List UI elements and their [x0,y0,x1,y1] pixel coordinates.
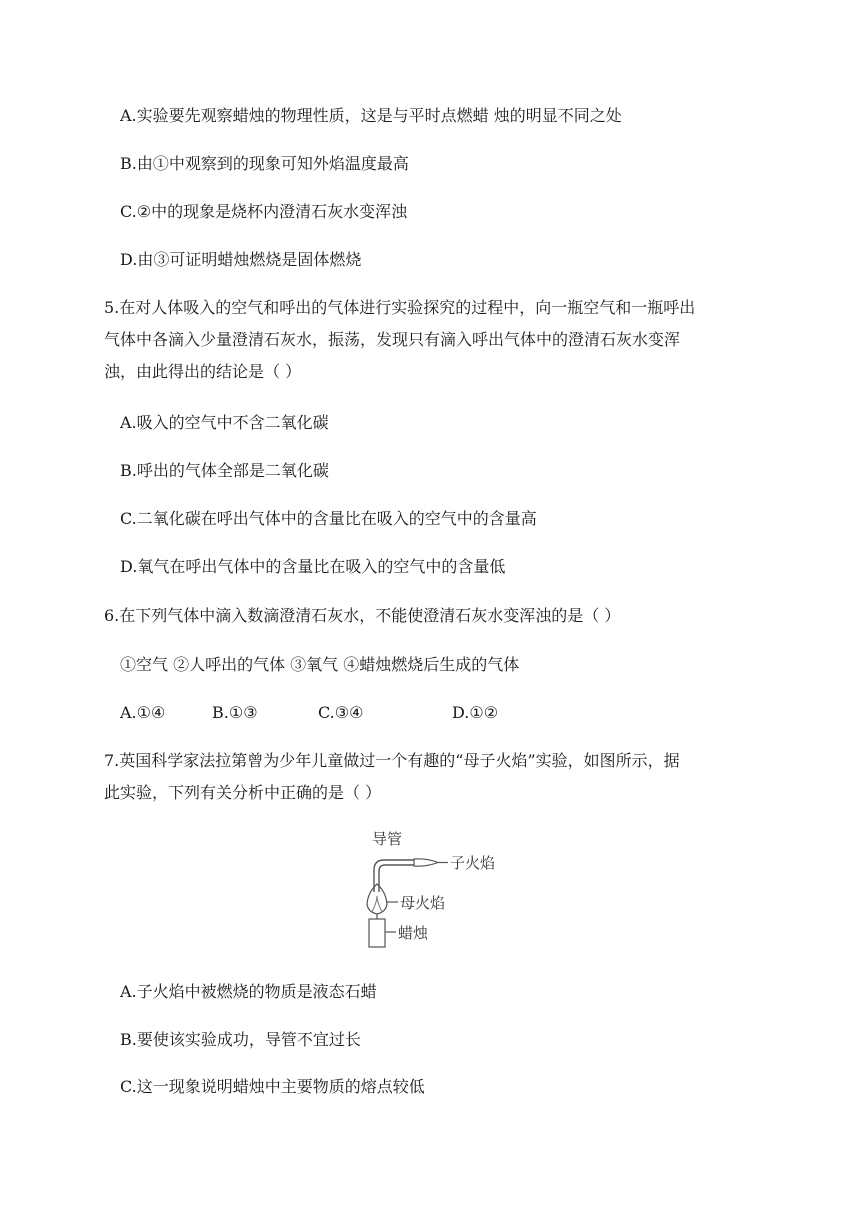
label-tube: 导管 [372,830,403,848]
q7-option-b: B.要使该实验成功，导管不宜过长 [120,1030,361,1049]
q5-stem-line-2: 气体中各滴入少量澄清石灰水，振荡，发现只有滴入呼出气体中的澄清石灰水变浑 [104,330,681,349]
q7-option-a: A.子火焰中被燃烧的物质是液态石蜡 [120,982,377,1001]
q5-option-d: D.氧气在呼出气体中的含量比在吸入的空气中的含量低 [120,557,506,576]
q5-stem-line-3: 浊，由此得出的结论是（ ） [104,362,302,381]
child-flame [414,859,438,866]
label-mother-flame: 母火焰 [400,894,446,912]
mother-child-flame-figure [352,826,498,950]
flame-apparatus-diagram [352,826,498,950]
q5-option-a: A.吸入的空气中不含二氧化碳 [120,413,329,432]
q6-items: ①空气 ②人呼出的气体 ③氧气 ④蜡烛燃烧后生成的气体 [120,655,520,674]
q7-option-c: C.这一现象说明蜡烛中主要物质的熔点较低 [120,1077,425,1096]
q6-choice-d: D.①② [452,703,499,722]
q4-option-c: C.②中的现象是烧杯内澄清石灰水变浑浊 [120,202,408,221]
q6-choice-a: A.①④ [120,703,166,722]
candle [369,919,385,947]
q5-option-b: B.呼出的气体全部是二氧化碳 [120,461,329,480]
q4-option-b: B.由①中观察到的现象可知外焰温度最高 [120,154,409,173]
label-candle: 蜡烛 [398,924,429,942]
label-child-flame: 子火焰 [450,854,496,872]
q6-choice-c: C.③④ [318,703,364,722]
q6-stem: 6.在下列气体中滴入数滴澄清石灰水，不能使澄清石灰水变浑浊的是（ ） [104,606,621,625]
q7-stem-line-1: 7.英国科学家法拉第曾为少年儿童做过一个有趣的“母子火焰”实验，如图所示，据 [104,751,680,770]
q5-stem-line-1: 5.在对人体吸入的空气和呼出的气体进行实验探究的过程中，向一瓶空气和一瓶呼出 [104,298,696,317]
q4-option-d: D.由③可证明蜡烛燃烧是固体燃烧 [120,250,362,269]
q5-option-c: C.二氧化碳在呼出气体中的含量比在吸入的空气中的含量高 [120,509,537,528]
q4-option-a: A.实验要先观察蜡烛的物理性质，这是与平时点燃蜡 烛的明显不同之处 [120,106,622,125]
glass-tube-inner [379,865,414,892]
q7-stem-line-2: 此实验，下列有关分析中正确的是（ ） [104,783,382,802]
q6-choice-b: B.①③ [212,703,258,722]
